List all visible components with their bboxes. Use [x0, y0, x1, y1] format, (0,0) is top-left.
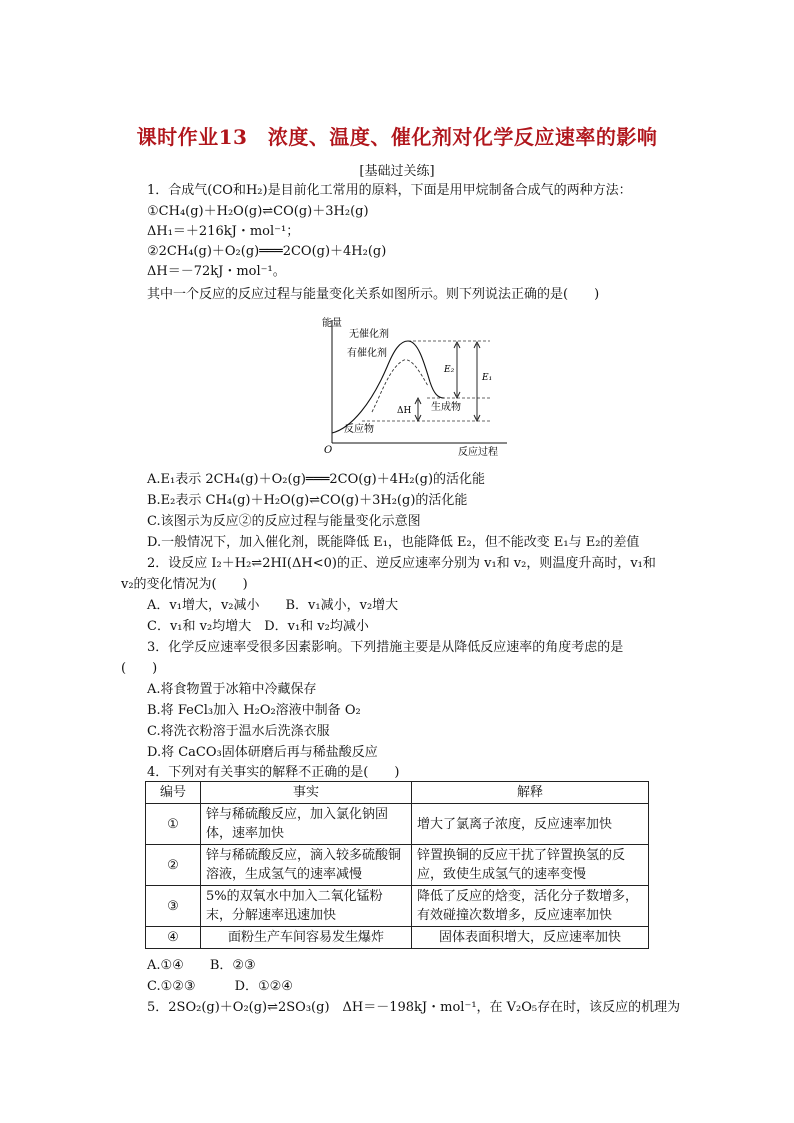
with-catalyst-label: 有催化剂 [347, 348, 387, 359]
q3-stem-line1: 3．化学反应速率受很多因素影响。下列措施主要是从降低反应速率的角度考虑的是 [147, 640, 624, 655]
section-heading: [基础过关练] [359, 164, 435, 179]
q2-options-cd: C．v₁和 v₂均增大 D．v₁和 v₂均减小 [147, 619, 369, 634]
row-explanation: 降低了反应的焓变，活化分子数增多，有效碰撞次数增多，反应速率加快 [412, 886, 649, 927]
y-axis-label: 能量 [322, 318, 342, 329]
q1-stem: 1．合成气(CO和H₂)是目前化工常用的原料，下面是用甲烷制备合成气的两种方法： [147, 183, 632, 198]
row-number: ④ [146, 927, 201, 949]
e2-label: E₂ [444, 365, 455, 375]
table-row [146, 927, 649, 949]
product-label: 生成物 [431, 402, 461, 413]
q1-equation-1: ①CH₄(g)＋H₂O(g)⇌CO(g)＋3H₂(g) [147, 204, 369, 219]
q1-option-c: C.该图示为反应②的反应过程与能量变化示意图 [147, 514, 421, 529]
table-row [146, 804, 649, 845]
no-catalyst-label: 无催化剂 [349, 329, 389, 340]
table-row [146, 845, 649, 886]
q2-options-ab: A．v₁增大，v₂减小 B．v₁减小，v₂增大 [147, 598, 399, 613]
q2-stem-line2: v₂的变化情况为( ) [121, 577, 248, 592]
dh-label: ΔH [397, 406, 412, 416]
q1-prompt: 其中一个反应的反应过程与能量变化关系如图所示。则下列说法正确的是( ) [147, 287, 600, 302]
row-number: ③ [146, 886, 201, 927]
q3-stem-line2: ( ) [121, 661, 158, 676]
row-explanation: 固体表面积增大，反应速率加快 [412, 927, 649, 949]
row-explanation: 锌置换铜的反应干扰了锌置换氢的反应，致使生成氢气的速率变慢 [412, 845, 649, 886]
page-title: 课时作业13 浓度、温度、催化剂对化学反应速率的影响 [136, 125, 658, 149]
x-axis-label: 反应过程 [458, 447, 498, 458]
row-fact: 锌与稀硫酸反应，滴入较多硫酸铜溶液，生成氢气的速率减慢 [201, 845, 412, 886]
q1-option-b: B.E₂表示 CH₄(g)＋H₂O(g)⇌CO(g)＋3H₂(g)的活化能 [147, 493, 468, 508]
q3-option-b: B.将 FeCl₃加入 H₂O₂溶液中制备 O₂ [147, 703, 361, 718]
row-number: ② [146, 845, 201, 886]
q2-stem-line1: 2．设反应 I₂＋H₂⇌2HI(ΔH<0)的正、逆反应速率分别为 v₁和 v₂，则温度升高时，v₁和 [147, 556, 656, 571]
q1-enthalpy-1: ΔH₁＝＋216kJ・mol⁻¹； [147, 224, 300, 239]
table-row [146, 886, 649, 927]
q5-stem: 5．2SO₂(g)＋O₂(g)⇌2SO₃(g) ΔH＝－198kJ・mol⁻¹，在 V₂O₅存在时，该反应的机理为 [147, 1000, 681, 1015]
header-explanation: 解释 [412, 782, 649, 804]
q1-equation-2: ②2CH₄(g)＋O₂(g)═══2CO(g)＋4H₂(g) [147, 244, 387, 259]
q4-table [145, 781, 649, 949]
energy-diagram [312, 312, 512, 462]
q4-stem: 4．下列对有关事实的解释不正确的是( ) [147, 765, 400, 780]
row-fact: 面粉生产车间容易发生爆炸 [201, 927, 412, 949]
reactant-label: 反应物 [344, 424, 374, 435]
header-number: 编号 [146, 782, 201, 804]
row-fact: 锌与稀硫酸反应，加入氯化钠固体，速率加快 [201, 804, 412, 845]
q1-option-a: A.E₁表示 2CH₄(g)＋O₂(g)═══2CO(g)＋4H₂(g)的活化能 [147, 472, 486, 487]
q3-option-d: D.将 CaCO₃固体研磨后再与稀盐酸反应 [147, 745, 378, 760]
q1-option-d: D.一般情况下，加入催化剂，既能降低 E₁，也能降低 E₂，但不能改变 E₁与 E₂的差值 [147, 535, 640, 550]
e1-label: E₁ [482, 373, 493, 383]
q1-enthalpy-2: ΔH＝－72kJ・mol⁻¹。 [147, 264, 286, 279]
header-fact: 事实 [201, 782, 412, 804]
q3-option-a: A.将食物置于冰箱中冷藏保存 [147, 682, 317, 697]
catalyst-curve [372, 360, 428, 412]
q3-option-c: C.将洗衣粉溶于温水后洗涤衣服 [147, 724, 330, 739]
table-header-row [146, 782, 649, 804]
row-fact: 5%的双氧水中加入二氧化锰粉末，分解速率迅速加快 [201, 886, 412, 927]
origin-label: O [324, 445, 333, 456]
row-explanation: 增大了氯离子浓度，反应速率加快 [412, 804, 649, 845]
row-number: ① [146, 804, 201, 845]
q4-options-ab: A.①④ B．②③ [147, 958, 256, 973]
q4-options-cd: C.①②③ D．①②④ [147, 979, 293, 994]
